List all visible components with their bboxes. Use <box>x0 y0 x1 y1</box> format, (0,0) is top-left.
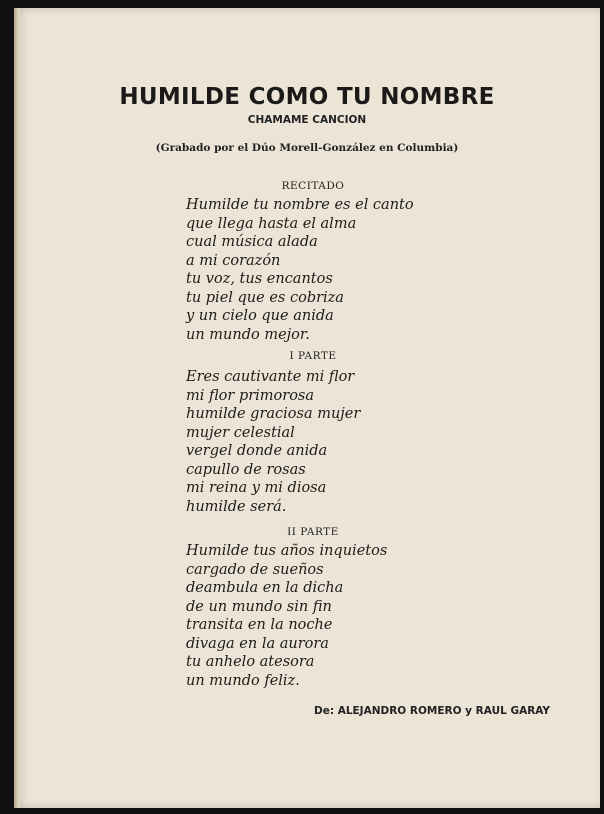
section-heading-ii-parte: II PARTE <box>287 526 339 538</box>
verse-line: mujer celestial <box>186 424 295 441</box>
verse-line: transita en la noche <box>186 617 333 633</box>
verse-line: mi reina y mi diosa <box>186 480 327 496</box>
verse-line: humilde será. <box>186 498 287 515</box>
verse-line: Humilde tus años inquietos <box>186 543 388 559</box>
verse-line: cargado de sueños <box>186 561 324 578</box>
recording-note: (Grabado por el Dúo Morell-González en Columbia) <box>155 142 459 154</box>
authors-credit: De: ALEJANDRO ROMERO y RAUL GARAY <box>314 705 550 717</box>
verse-line: tu anhelo atesora <box>186 654 315 670</box>
verse-line: tu voz, tus encantos <box>186 271 333 287</box>
verse-line: de un mundo sin fin <box>186 598 332 615</box>
verse-line: que llega hasta el alma <box>186 215 357 232</box>
verse-line: capullo de rosas <box>186 461 306 478</box>
song-page <box>14 8 600 808</box>
verse-recitado <box>186 196 414 344</box>
section-heading-recitado: RECITADO <box>281 180 345 192</box>
verse-line: a mi corazón <box>186 252 281 269</box>
song-title: HUMILDE COMO TU NOMBRE <box>119 84 495 110</box>
verse-line: y un cielo que anida <box>186 308 334 324</box>
verse-line: deambula en la dicha <box>186 580 344 596</box>
verse-i-parte <box>186 368 360 516</box>
verse-line: Eres cautivante mi flor <box>186 369 355 385</box>
verse-line: mi flor primorosa <box>186 387 315 404</box>
verse-line: un mundo feliz. <box>186 672 300 689</box>
verse-line: un mundo mejor. <box>186 326 310 343</box>
verse-line: tu piel que es cobriza <box>186 289 344 306</box>
verse-line: humilde graciosa mujer <box>186 406 361 422</box>
verse-line: vergel donde anida <box>186 443 328 459</box>
section-heading-i-parte: I PARTE <box>289 350 337 362</box>
verse-line: divaga en la aurora <box>186 635 329 652</box>
song-genre: CHAMAME CANCION <box>247 114 367 126</box>
verse-line: Humilde tu nombre es el canto <box>186 197 414 213</box>
verse-line: cual música alada <box>186 234 318 250</box>
verse-ii-parte <box>186 542 387 690</box>
book-spine-shadow <box>14 8 20 808</box>
